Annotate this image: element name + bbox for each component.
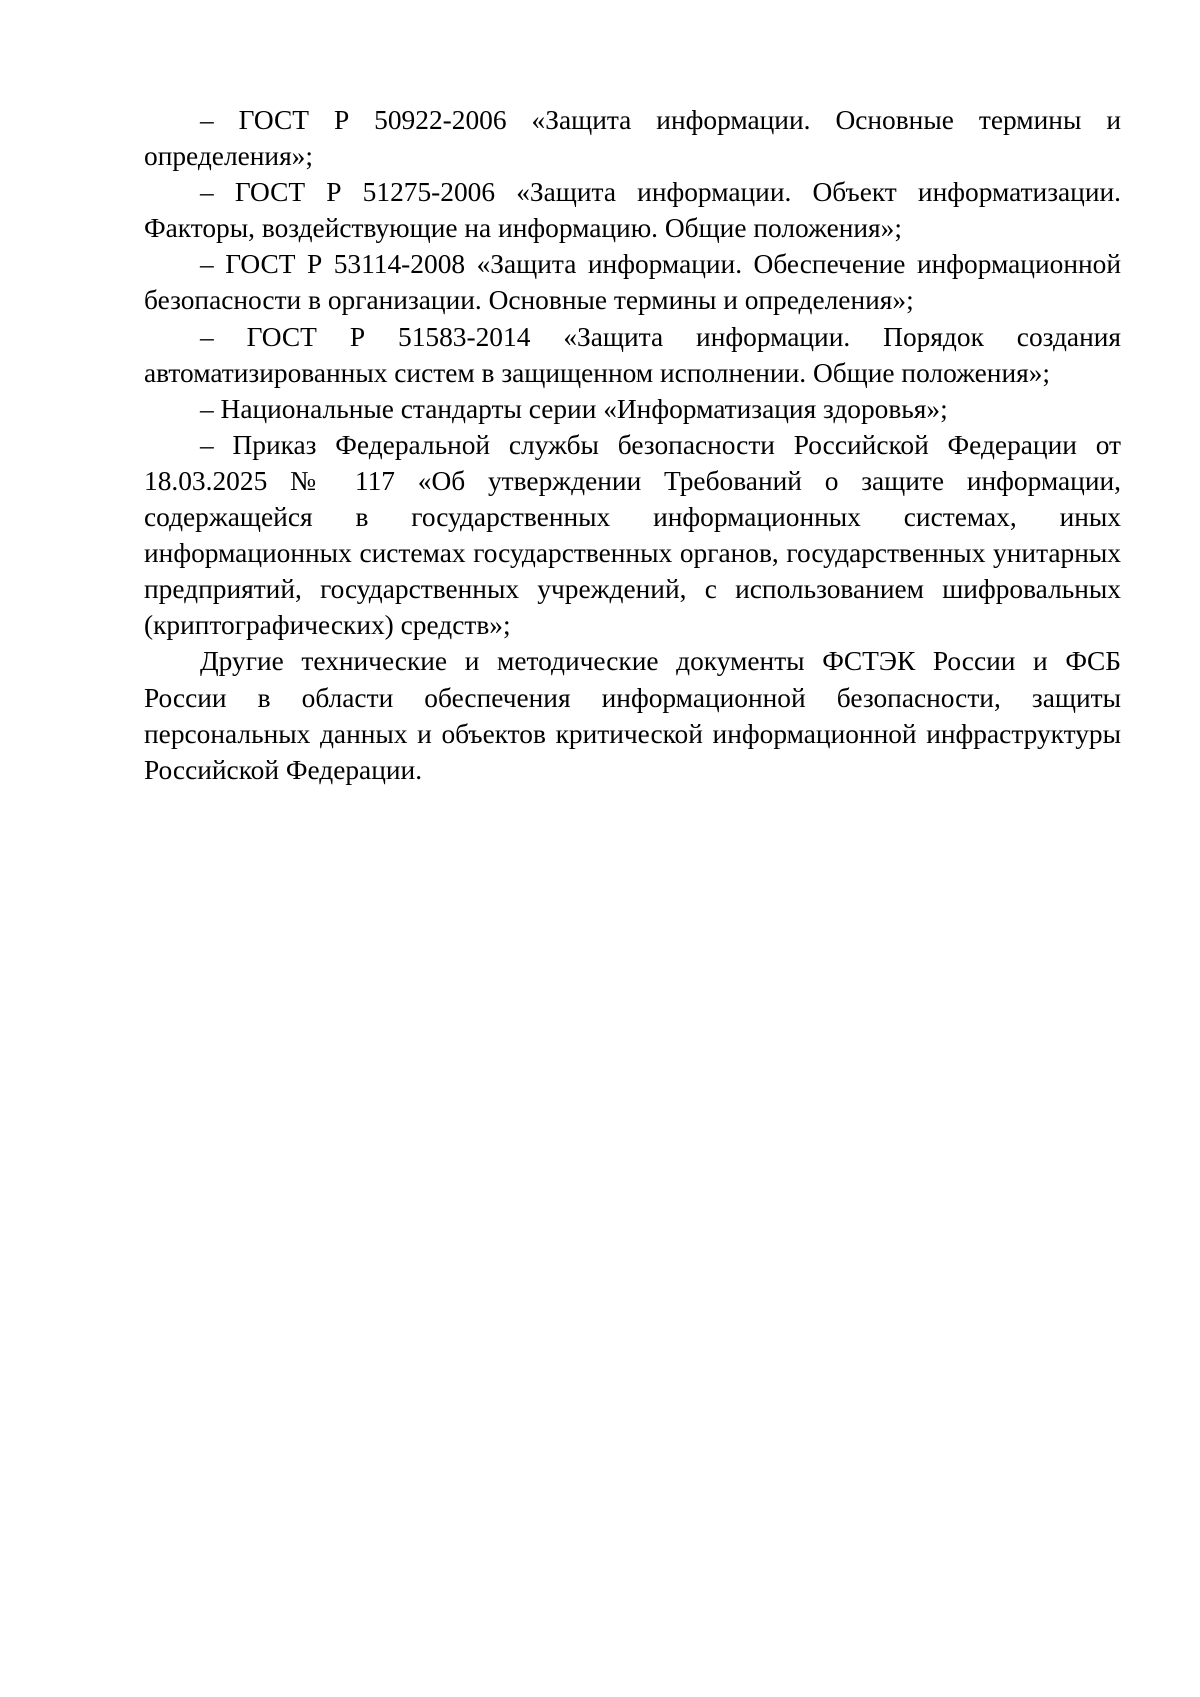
paragraph-national-standards: – Национальные стандарты серии «Информатизация здоровья»; [200,393,948,424]
paragraph-gost-51275: – ГОСТ Р 51275-2006 «Защита информации. Объект информатизации. Факторы, воздействующие на информацию. Общие положения»; [144,177,1121,244]
paragraph-gost-53114: – ГОСТ Р 53114-2008 «Защита информации. Обеспечение информационной безопасности в организации. Основные термины и определения»; [144,249,1121,316]
paragraph-gost-50922: – ГОСТ Р 50922-2006 «Защита информации. Основные термины и определения»; [144,105,1121,172]
document-body [144,102,1121,788]
paragraph-gost-51583: – ГОСТ Р 51583-2014 «Защита информации. Порядок создания автоматизированных систем в защищенном исполнении. Общие положения»; [144,321,1121,388]
paragraph-other-documents: Другие технические и методические документы ФСТЭК России и ФСБ России в области обеспечения информационной безопасности, защиты персональных данных и объектов критической информационной инфраструктуры Российской Федерации. [144,646,1121,785]
paragraph-fsb-order: – Приказ Федеральной службы безопасности Российской Федерации от 18.03.2025 № 117 «Об утверждении Требований о защите информации, содержащейся в государственных информационных системах, иных информационных системах государственных органов, государственных унитарных предприятий, государственных учреждений, с использованием шифровальных (криптографических) средств»; [144,429,1121,641]
